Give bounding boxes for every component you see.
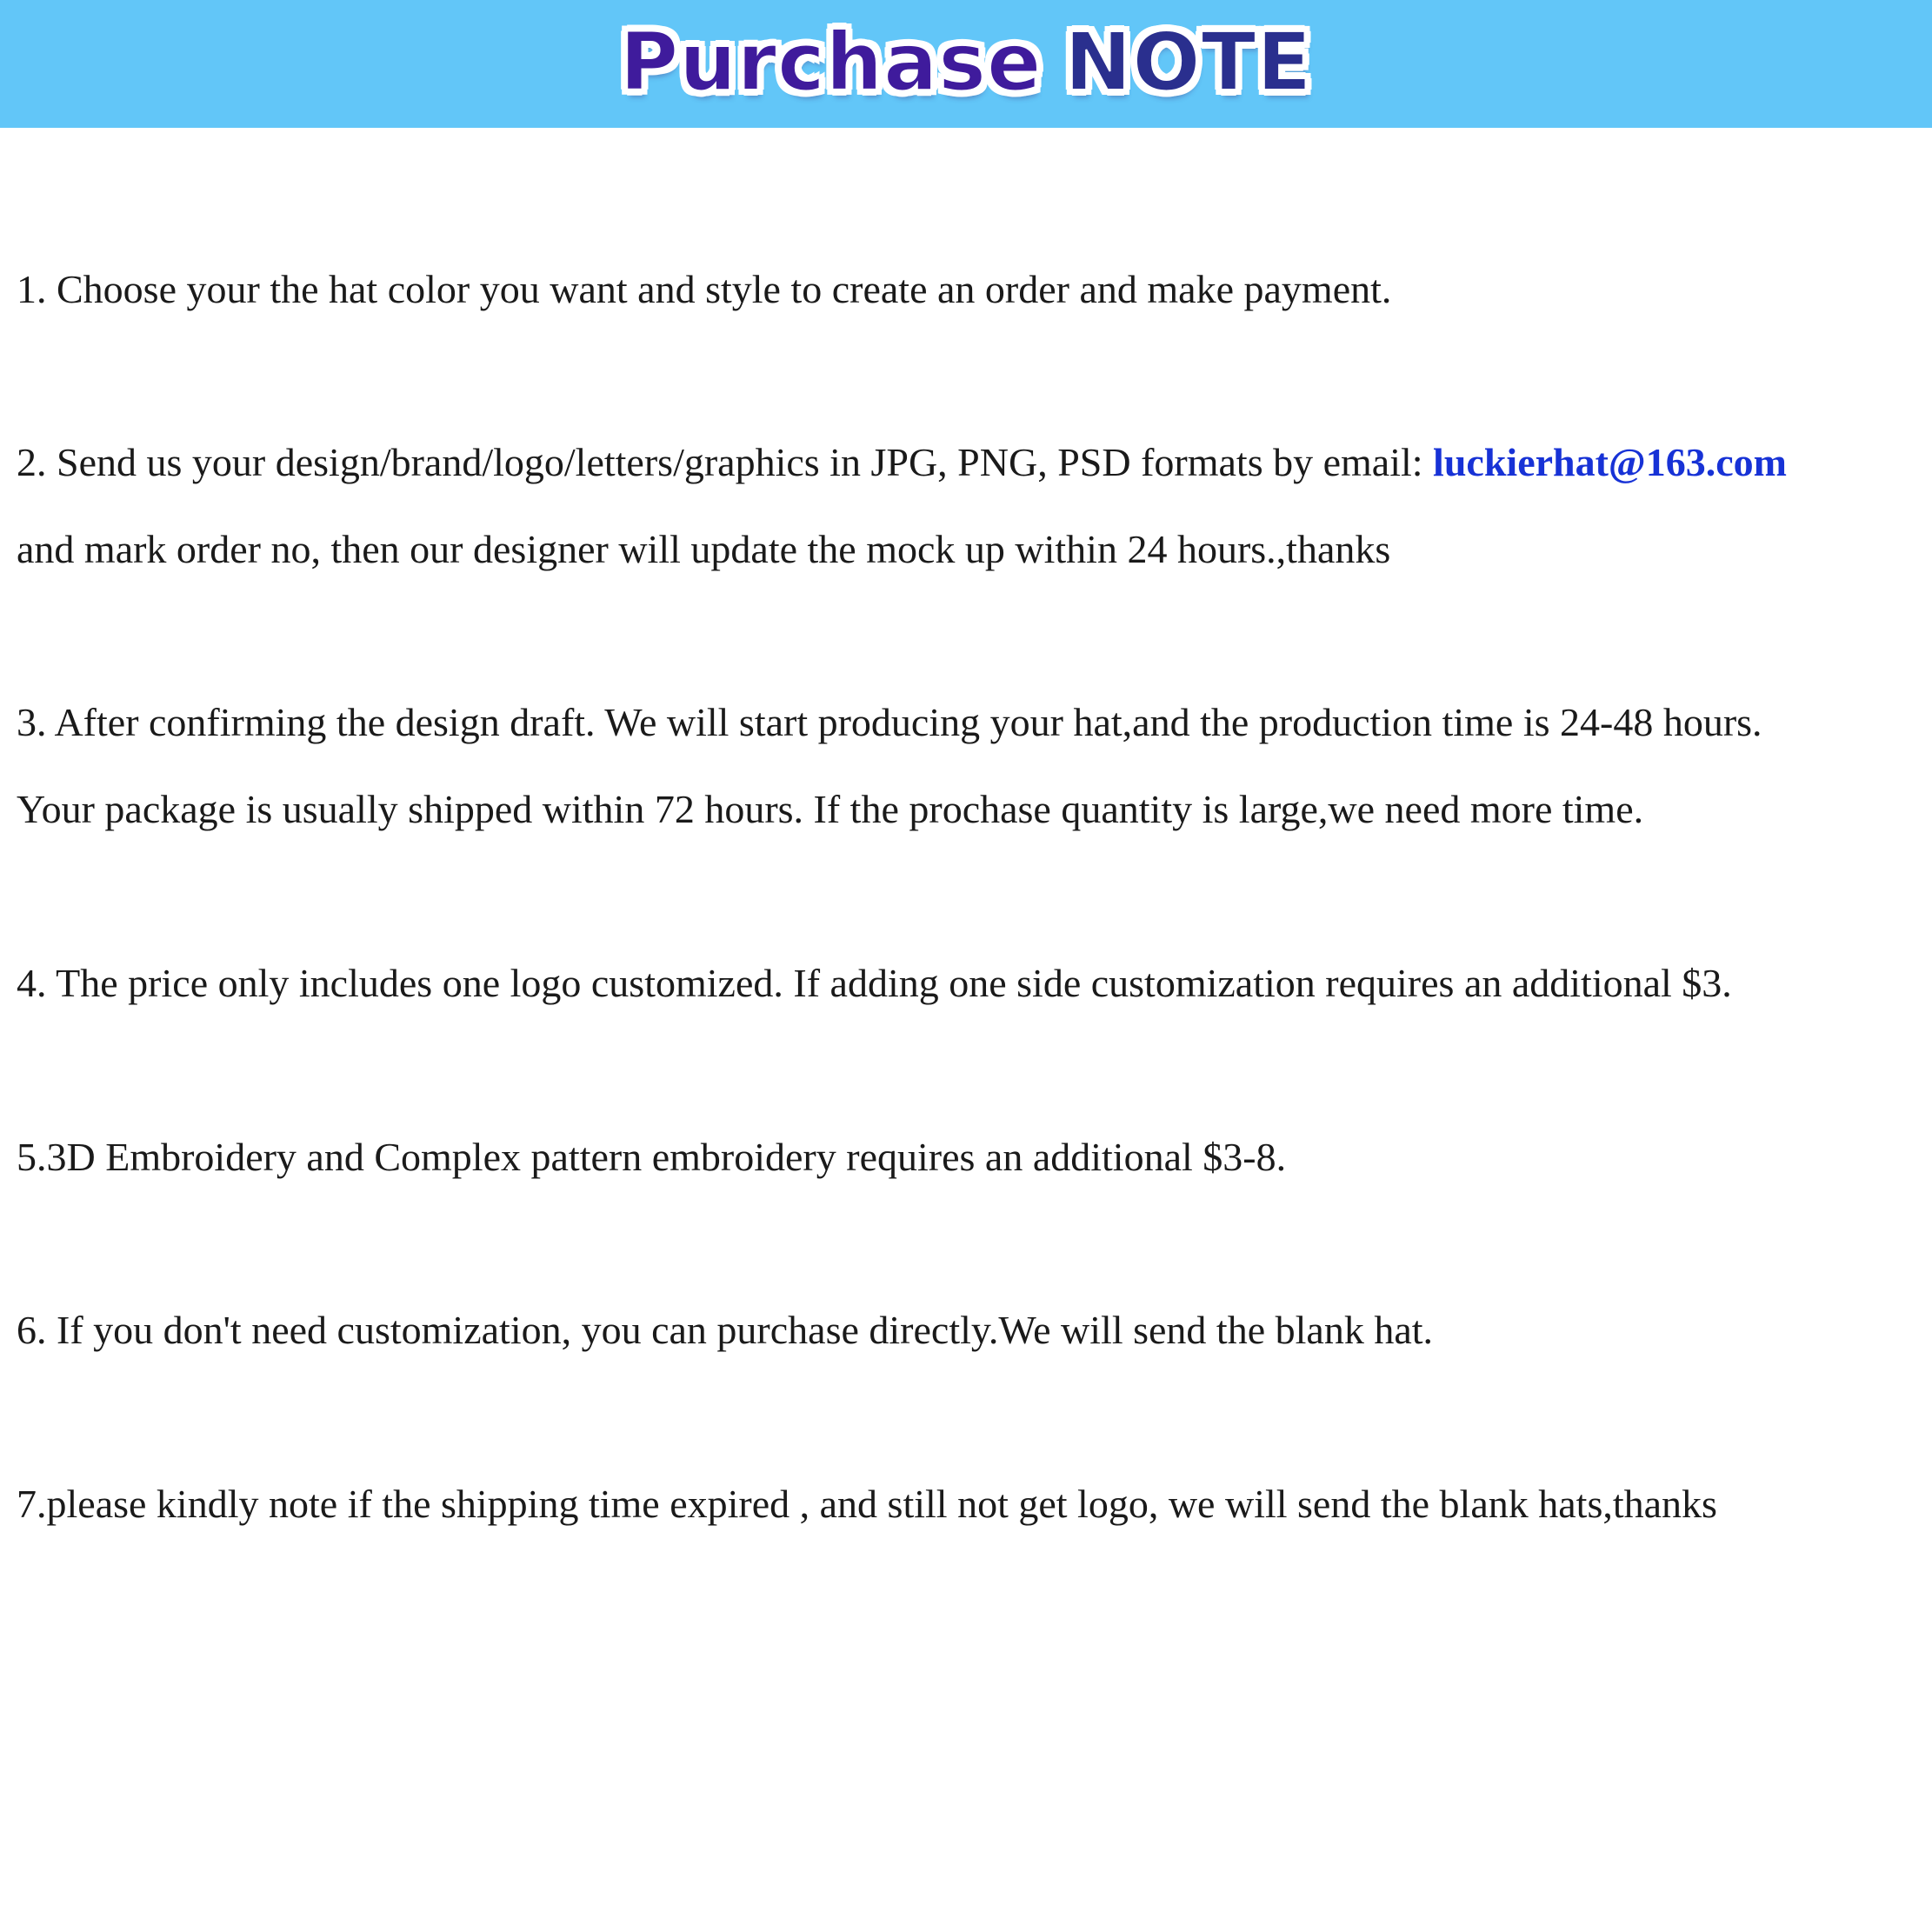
- note-item-5: [17, 1114, 1286, 1201]
- note-item-4: [17, 940, 1732, 1027]
- note-2-line-2: and mark order no, then our designer will update the mock up within 24 hours.,thanks: [17, 527, 1391, 571]
- page-title: [620, 12, 1312, 113]
- note-3-line-1: 3. After confirming the design draft. We will start producing your hat,and the production time is 24-48 hours.: [17, 700, 1762, 744]
- title-word-purchase: Purchase: [619, 16, 1043, 109]
- note-item-2: [17, 419, 1787, 593]
- note-2-text: 2. Send us your design/brand/logo/letters/graphics in JPG, PNG, PSD formats by email:: [17, 440, 1434, 484]
- note-6-text: 6. If you don't need customization, you can purchase directly.We will send the blank hat.: [17, 1308, 1434, 1352]
- title-word-note: NOTE: [1064, 16, 1313, 109]
- note-item-1: [17, 246, 1391, 333]
- note-item-3: [17, 679, 1762, 853]
- note-4-text: 4. The price only includes one logo customized. If adding one side customization requires an additional $3.: [17, 961, 1732, 1005]
- note-1-text: 1. Choose your the hat color you want and style to create an order and make payment.: [17, 267, 1392, 311]
- note-item-7: [17, 1461, 1717, 1548]
- email-link[interactable]: luckierhat@163.com: [1433, 440, 1787, 484]
- note-3-line-2: Your package is usually shipped within 72 hours. If the prochase quantity is large,we need more time.: [17, 787, 1644, 831]
- note-2-line-1: [17, 419, 1787, 506]
- header-banner: [0, 0, 1932, 128]
- note-7-text: 7.please kindly note if the shipping time expired , and still not get logo, we will send the blank hats,thanks: [17, 1482, 1717, 1526]
- note-item-6: [17, 1287, 1433, 1374]
- note-5-text: 5.3D Embroidery and Complex pattern embroidery requires an additional $3-8.: [17, 1135, 1287, 1179]
